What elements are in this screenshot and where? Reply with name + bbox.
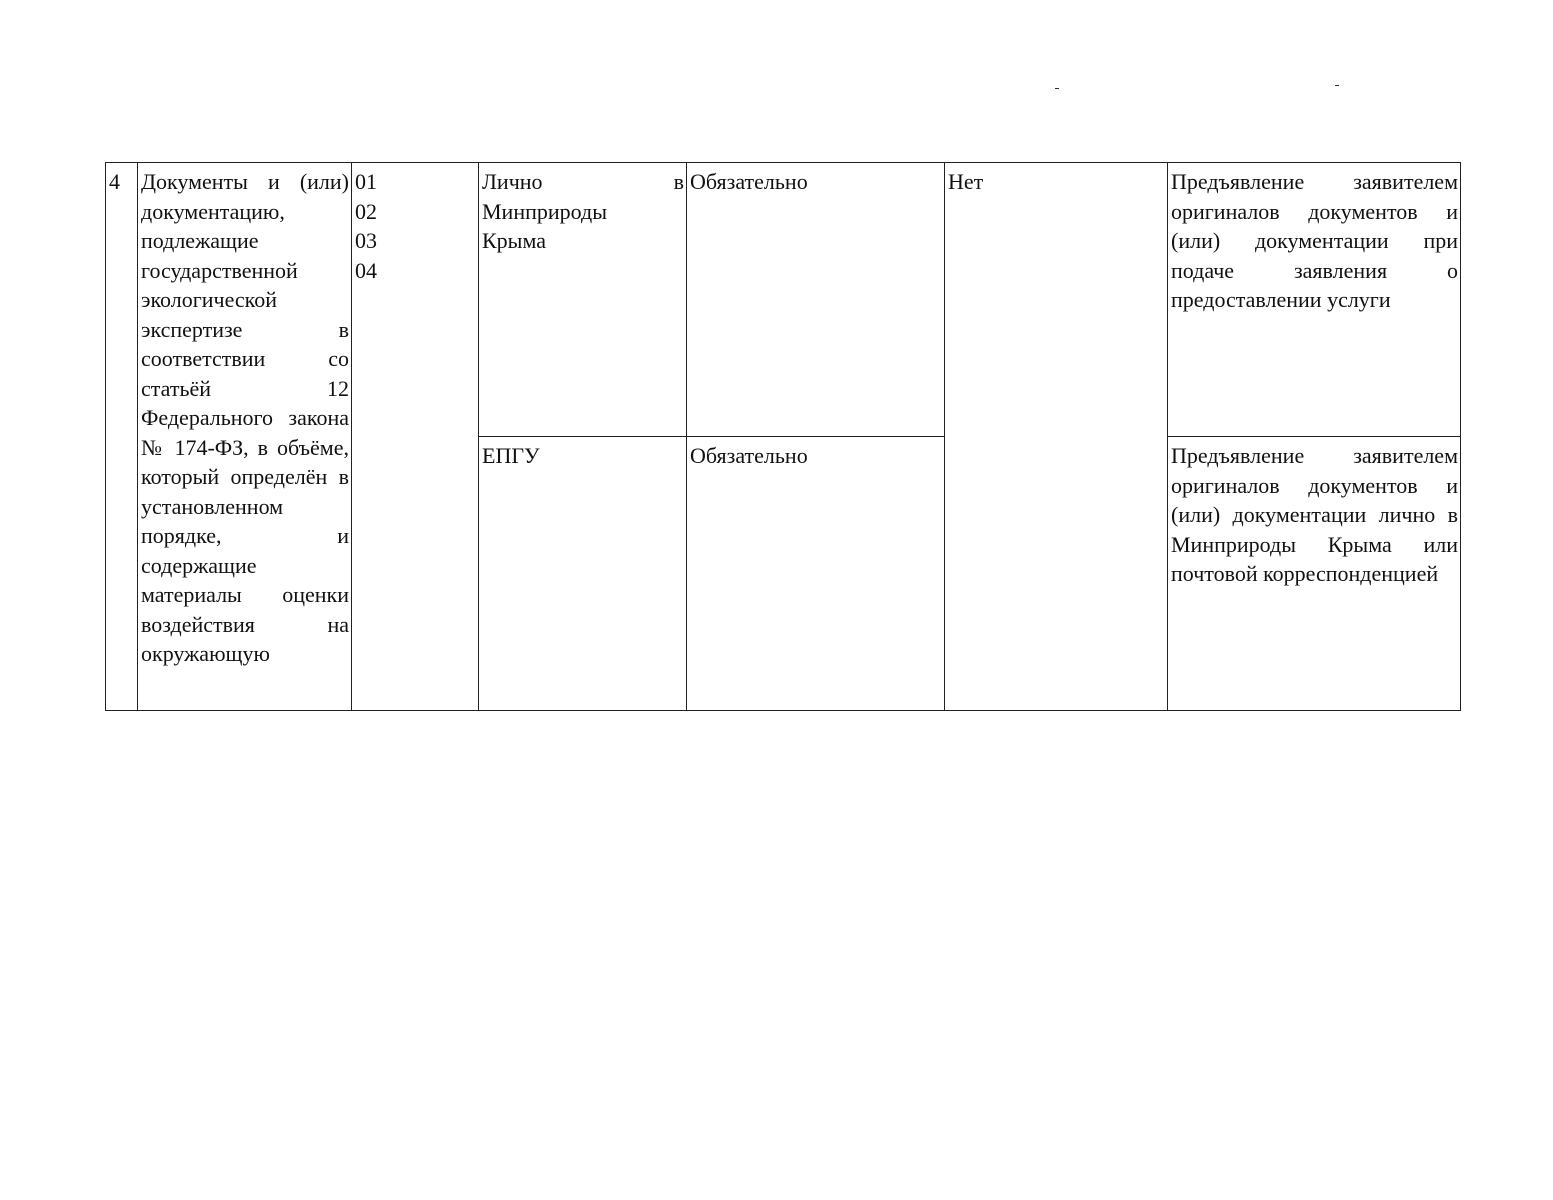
row-number-cell — [106, 163, 138, 711]
row-number: 4 — [109, 169, 120, 194]
requirement-personal-cell — [687, 163, 945, 437]
document-requirements-table — [105, 162, 1461, 711]
note-epgu: Предъявление заявителем оригиналов документов и (или) документации лично в Минприроды Крыма или почтовой корреспонденцией — [1171, 443, 1458, 586]
submission-method-personal-cell — [479, 163, 687, 437]
code-item: 01 — [355, 169, 377, 194]
code-item: 03 — [355, 228, 377, 253]
submission-method-personal-rest: Минприроды Крыма — [482, 198, 607, 253]
code-item: 04 — [355, 257, 377, 283]
scan-artifact-line — [1335, 85, 1339, 86]
submission-method-personal-suffix: в — [673, 169, 684, 194]
requirement-epgu-cell — [687, 437, 945, 711]
document-name-cell — [138, 163, 352, 711]
condition-value: Нет — [948, 169, 984, 194]
document-name: Документы и (или) документацию, подлежащие государственной экологической экспертизе в соответствии со статьёй 12 Федерального закона № 174-ФЗ, в объёме, который определён в установленном порядке, и содержащие материалы оценки воздействия на окружающую — [141, 169, 349, 666]
submission-method-personal-prefix: Лично — [482, 169, 543, 194]
codes-cell — [352, 163, 479, 711]
scan-artifact-line — [1055, 88, 1059, 89]
code-item: 02 — [355, 198, 377, 224]
note-personal-cell — [1168, 163, 1461, 437]
note-epgu-cell — [1168, 437, 1461, 711]
requirement-epgu: Обязательно — [690, 443, 808, 468]
condition-cell — [945, 163, 1168, 711]
table-row — [106, 163, 1461, 437]
note-personal: Предъявление заявителем оригиналов документов и (или) документации при подаче заявления о предоставлении услуги — [1171, 169, 1458, 312]
codes-list — [355, 167, 476, 285]
submission-method-personal-first-line — [482, 167, 684, 197]
submission-method-epgu-cell — [479, 437, 687, 711]
requirement-personal: Обязательно — [690, 169, 808, 194]
submission-method-epgu: ЕПГУ — [482, 443, 540, 468]
